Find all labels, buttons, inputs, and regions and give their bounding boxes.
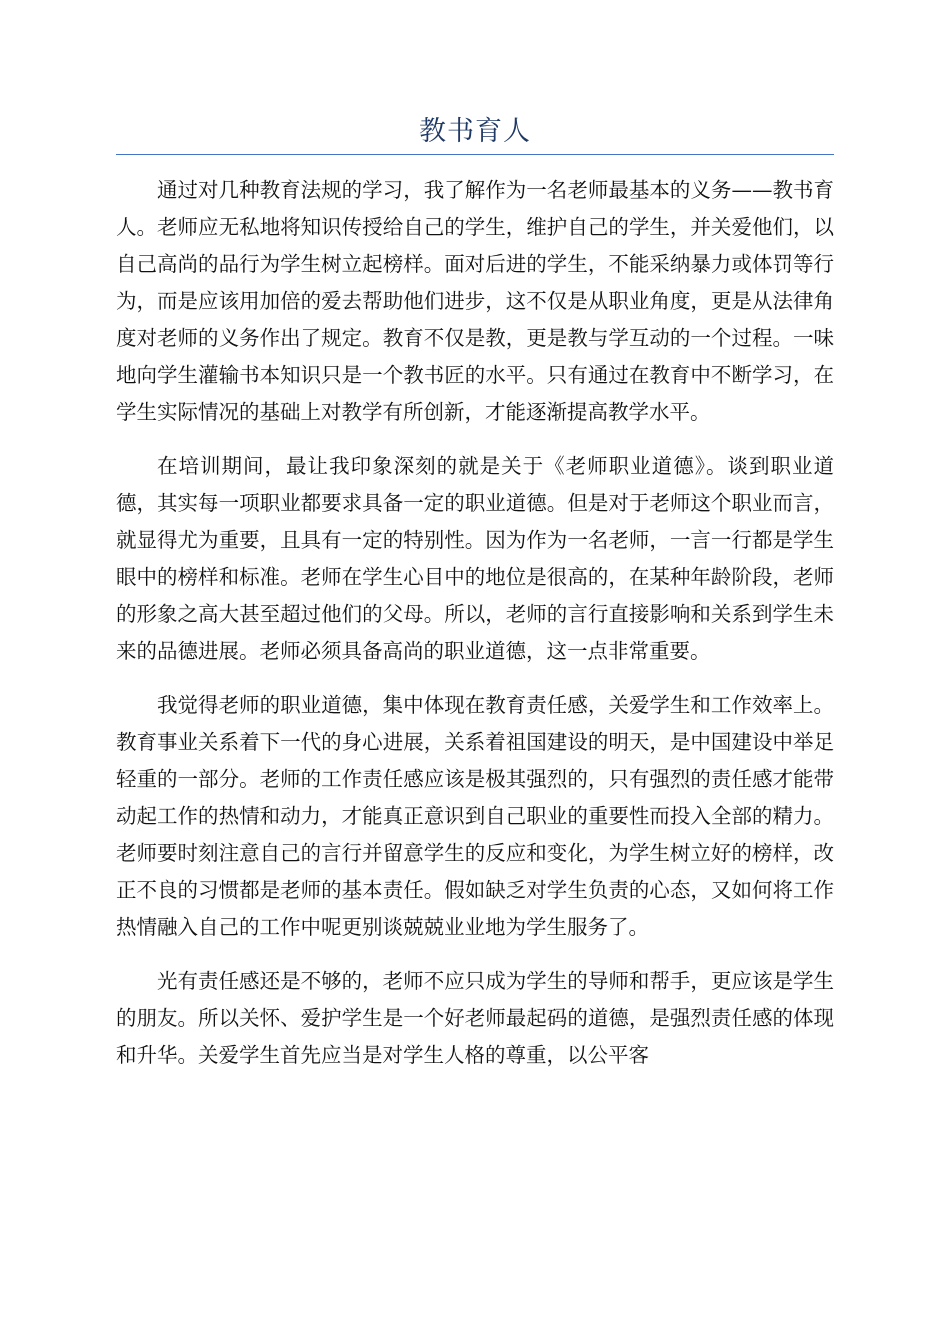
document-body [116,172,834,1091]
title-underline [116,154,834,155]
paragraph-1: 通过对几种教育法规的学习，我了解作为一名老师最基本的义务——教书育人。老师应无私地将知识传授给自己的学生，维护自己的学生，并关爱他们，以自己高尚的品行为学生树立起榜样。面对后进的学生，不能采纳暴力或体罚等行为，而是应该用加倍的爱去帮助他们进步，这不仅是从职业角度，更是从法律角度对老师的义务作出了规定。教育不仅是教，更是教与学互动的一个过程。一味地向学生灌输书本知识只是一个教书匠的水平。只有通过在教育中不断学习，在学生实际情况的基础上对教学有所创新，才能逐渐提高教学水平。 [116,178,834,424]
paragraph-2: 在培训期间，最让我印象深刻的就是关于《老师职业道德》。谈到职业道德，其实每一项职业都要求具备一定的职业道德。但是对于老师这个职业而言，就显得尤为重要，且具有一定的特别性。因为作为一名老师，一言一行都是学生眼中的榜样和标准。老师在学生心目中的地位是很高的，在某种年龄阶段，老师的形象之高大甚至超过他们的父母。所以，老师的言行直接影响和关系到学生未来的品德进展。老师必须具备高尚的职业道德，这一点非常重要。 [116,454,834,663]
paragraph-3: 我觉得老师的职业道德，集中体现在教育责任感，关爱学生和工作效率上。教育事业关系着下一代的身心进展，关系着祖国建设的明天，是中国建设中举足轻重的一部分。老师的工作责任感应该是极其强烈的，只有强烈的责任感才能带动起工作的热情和动力，才能真正意识到自己职业的重要性而投入全部的精力。老师要时刻注意自己的言行并留意学生的反应和变化，为学生树立好的榜样，改正不良的习惯都是老师的基本责任。假如缺乏对学生负责的心态，又如何将工作热情融入自己的工作中呢更别谈兢兢业业地为学生服务了。 [116,693,834,939]
document-title: 教书育人 [419,116,531,147]
paragraph-4: 光有责任感还是不够的，老师不应只成为学生的导师和帮手，更应该是学生的朋友。所以关怀、爱护学生是一个好老师最起码的道德，是强烈责任感的体现和升华。关爱学生首先应当是对学生人格的尊重，以公平客 [116,969,834,1067]
